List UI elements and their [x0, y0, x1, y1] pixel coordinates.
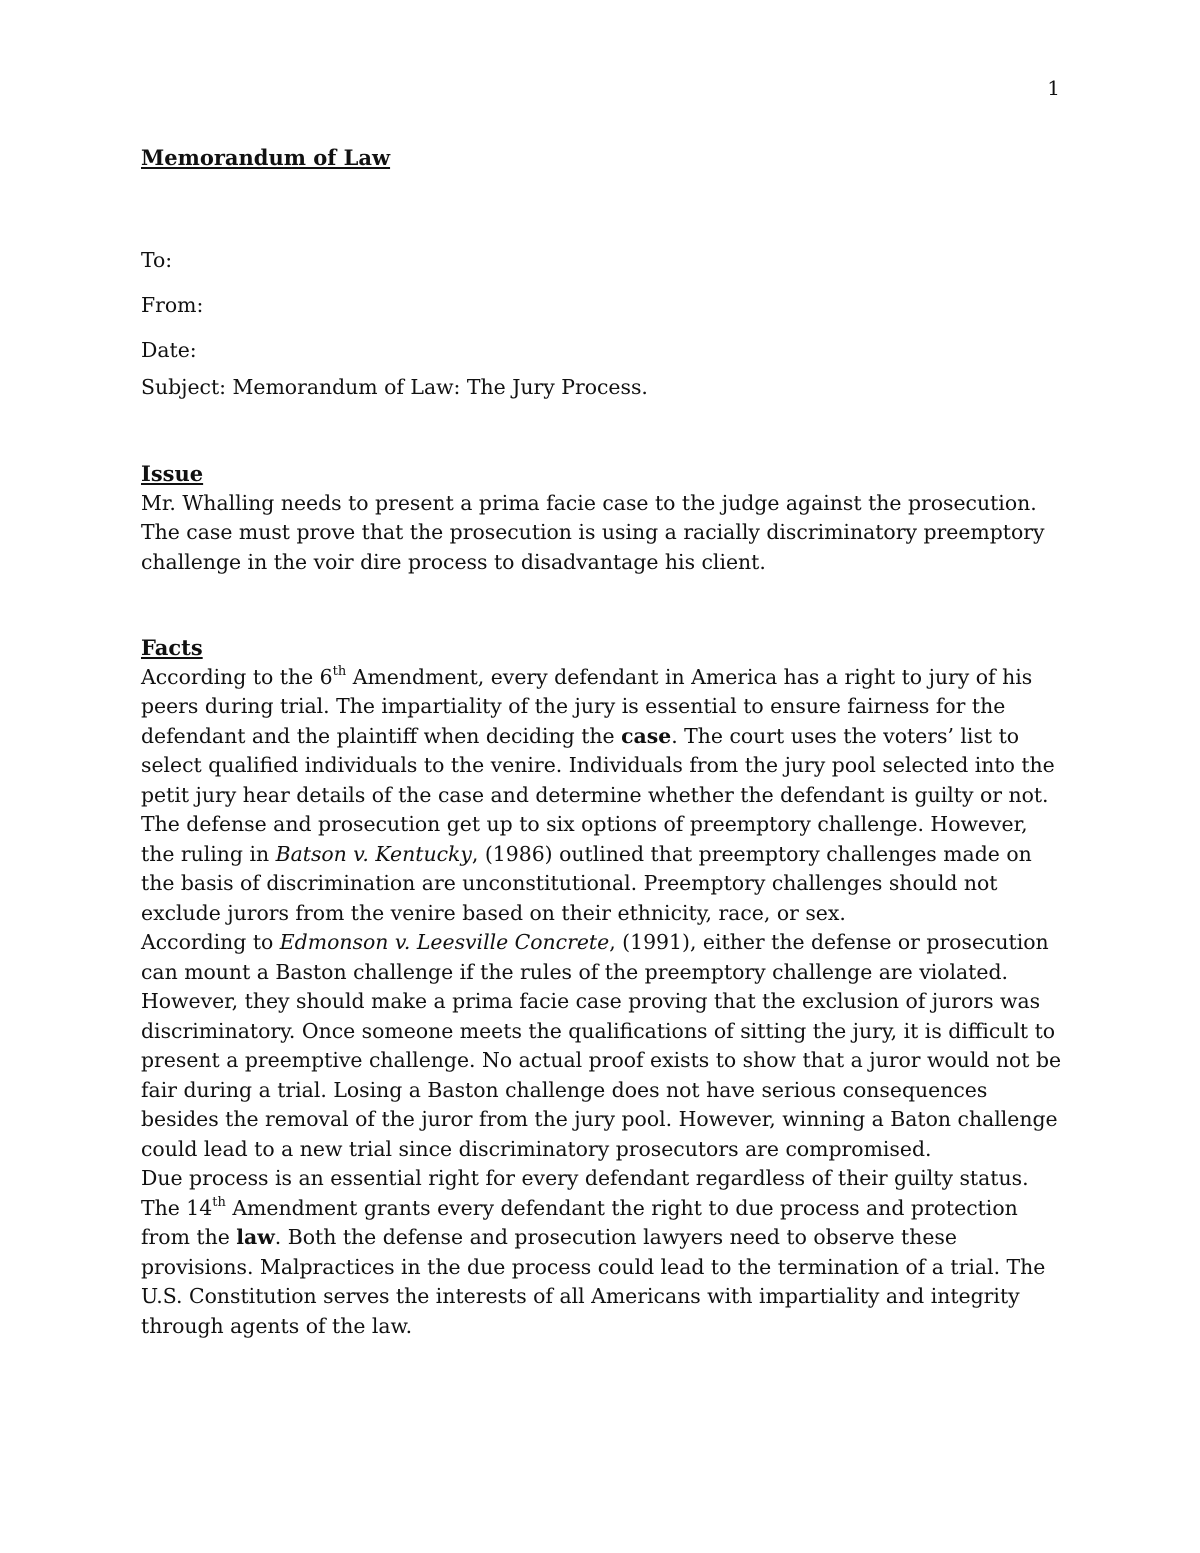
memo-body: [141, 143, 1066, 1341]
facts-paragraph-2: [141, 928, 1066, 1164]
facts-p3-bold-word: law: [236, 1225, 275, 1249]
facts-p1-superscript: th: [332, 663, 347, 679]
case-citation-edmonson: Edmonson v. Leesville Concrete: [279, 930, 610, 954]
to-field: To:: [141, 247, 173, 272]
facts-p3-text-a: Due process is an essential right for every defendant regardless of their guilty status. The 14: [141, 1166, 1029, 1220]
from-field: From:: [141, 292, 204, 317]
facts-heading: Facts: [141, 635, 203, 660]
memo-title: Memorandum of Law: [141, 145, 391, 170]
facts-p1-text-a: According to the 6: [141, 664, 333, 689]
facts-p1-bold-word: case: [621, 723, 672, 748]
date-field: Date:: [141, 337, 197, 362]
memo-fields: [141, 238, 1066, 373]
facts-p2-text-b: , (1991), either the defense or prosecution can mount a Baston challenge if the rules of the preemptory challenge are violated. However, they should make a prima facie case proving that the exclusion of jurors was discriminatory. Once someone meets the qualifications of sitting the jury, it is difficult to present a preemptive challenge. No actual proof exists to show that a juror would not be fair during a trial. Losing a Baston challenge does not have serious consequences besides the removal of the juror from the jury pool. However, winning a Baton challenge could lead to a new trial since discriminatory prosecutors are compromised.: [141, 930, 1062, 1161]
facts-p1-text-c: . The court uses the voters’ list to select qualified individuals to the venire. Individuals from the jury pool selected into the petit jury hear details of the case and determine whether the defendant is guilty or not. The defense and prosecution get up to six options of preemptory challenge. However, the ruling in: [141, 723, 1055, 866]
facts-p1-text-d: , (1986) outlined that preemptory challenges made on the basis of discrimination are unconstitutional. Preemptory challenges should not exclude jurors from the venire based on their ethnicity, race, or sex.: [141, 841, 1032, 925]
facts-paragraph-1: [141, 663, 1066, 929]
facts-p1-text-b: Amendment, every defendant in America has a right to jury of his peers during trial. The impartiality of the jury is essential to ensure fairness for the defendant and the plaintiff when deciding the: [141, 664, 1033, 748]
page-number: 1: [1047, 76, 1060, 100]
issue-paragraph: Mr. Whalling needs to present a prima facie case to the judge against the prosecution. The case must prove that the prosecution is using a racially discriminatory preemptory challenge in the voir dire process to disadvantage his client.: [141, 490, 1045, 574]
case-citation-batson: Batson v. Kentucky: [275, 841, 472, 866]
facts-paragraph-3: [141, 1164, 1066, 1341]
facts-p3-superscript: th: [212, 1194, 226, 1210]
issue-heading: Issue: [141, 461, 204, 486]
subject-line: Subject: Memorandum of Law: The Jury Process.: [141, 374, 648, 399]
facts-p2-text-a: According to: [141, 930, 280, 954]
facts-p3-text-b: Amendment grants every defendant the right to due process and protection from the: [141, 1195, 1018, 1249]
facts-p3-text-c: . Both the defense and prosecution lawyers need to observe these provisions. Malpractices in the due process could lead to the termination of a trial. The U.S. Constitution serves the interests of all Americans with impartiality and integrity through agents of the law.: [141, 1225, 1046, 1338]
